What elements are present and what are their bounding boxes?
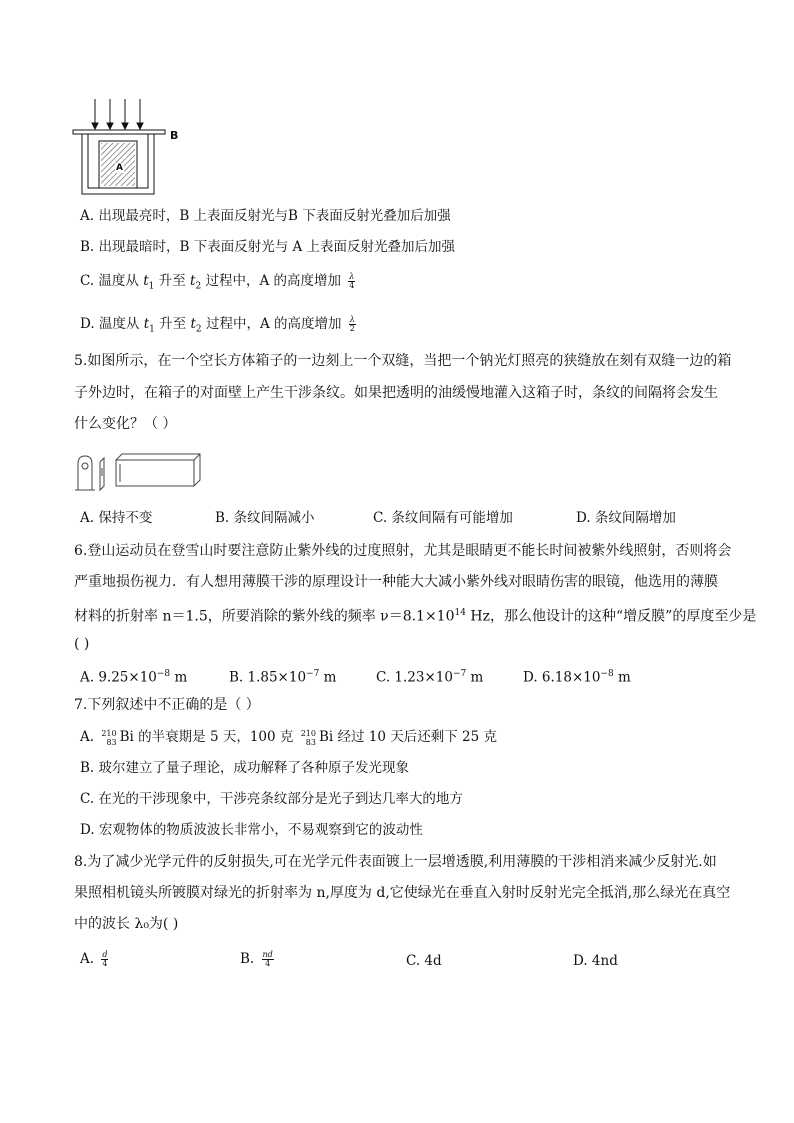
thin-film-apparatus-figure: [68, 97, 188, 197]
q5-option-a[interactable]: A. 保持不变: [80, 510, 153, 526]
nuclide-notation: 210 83: [300, 728, 316, 747]
q8-stem-line2: 果照相机镜头所镀膜对绿光的折射率为 n,厚度为 d,它使绿光在垂直入射时反射光完全抵消,那么绿光在真空: [74, 885, 731, 901]
q6-option-d[interactable]: D. $6.18\times 10^{-8}$ m: [523, 669, 631, 686]
q7-option-c[interactable]: C. 在光的干涉现象中，干涉亮条纹部分是光子到达几率大的地方: [80, 791, 463, 807]
nuclide-notation: 210 83: [101, 728, 117, 747]
q4-option-d[interactable]: D. 温度从 $t_1$ 升至 $t_2$ 过程中，A 的高度增加 $\frac{\lambda}{2}$: [80, 315, 355, 335]
fraction-nd-over-4: $\frac{nd}{4}$: [262, 950, 273, 968]
q7-option-b[interactable]: B. 玻尔建立了量子理论，成功解释了各种原子发光现象: [80, 760, 410, 776]
q5-option-d[interactable]: D. 条纹间隔增加: [576, 510, 676, 526]
q6-stem-line1: 6.登山运动员在登雪山时要注意防止紫外线的过度照射，尤其是眼睛更不能长时间被紫外线照射，否则将会: [74, 543, 732, 559]
q5-stem-line2: 子外边时，在箱子的对面壁上产生干涉条纹。如果把透明的油缓慢地灌入这箱子时，条纹的间隔将会发生: [74, 385, 718, 401]
q7-option-a[interactable]: A. 210 83 Bi 的半衰期是 5 天，100 克 210 83 Bi 经过 10 天后还剩下 25 克: [80, 728, 498, 747]
figure-label-b: B: [170, 129, 179, 142]
q5-option-b[interactable]: B. 条纹间隔减小: [215, 510, 315, 526]
q4-option-a[interactable]: A. 出现最亮时，B 上表面反射光与B 下表面反射光叠加后加强: [80, 208, 451, 224]
q8-option-c[interactable]: C. 4d: [406, 953, 442, 969]
q4-option-c[interactable]: C. 温度从 $t_1$ 升至 $t_2$ 过程中，A 的高度增加 $\frac{\lambda}{4}$: [80, 272, 355, 292]
q8-option-b[interactable]: B. $\frac{nd}{4}$: [240, 950, 273, 968]
q8-stem-line3: 中的波长 λ₀为( ): [74, 916, 179, 932]
fraction-lambda-over-2: $\frac{\lambda}{2}$: [349, 315, 355, 333]
q8-option-d[interactable]: D. 4nd: [573, 953, 618, 969]
q6-stem-line3: 材料的折射率 n＝1.5，所要消除的紫外线的频率 $\nu=8.1\times 10^{14}$ Hz，那么他设计的这种“增反膜”的厚度至少是: [74, 608, 757, 625]
q8-stem-line1: 8.为了减少光学元件的反射损失,可在光学元件表面镀上一层增透膜,利用薄膜的干涉相消来减少反射光.如: [74, 854, 717, 870]
q6-option-a[interactable]: A. $9.25\times 10^{-8}$ m: [80, 669, 188, 686]
figure-label-a: A: [116, 163, 123, 173]
q7-stem: 7.下列叙述中不正确的是（ ）: [74, 697, 260, 713]
double-slit-box-figure: [72, 450, 204, 496]
fraction-lambda-over-4: $\frac{\lambda}{4}$: [349, 272, 355, 290]
q5-option-c[interactable]: C. 条纹间隔有可能增加: [373, 510, 513, 526]
q6-option-c[interactable]: C. $1.23\times 10^{-7}$ m: [376, 669, 484, 686]
q7-option-d[interactable]: D. 宏观物体的物质波波长非常小，不易观察到它的波动性: [80, 822, 423, 838]
q6-stem-line4: ( ): [74, 636, 90, 652]
q6-option-b[interactable]: B. $1.85\times 10^{-7}$ m: [229, 669, 337, 686]
fraction-d-over-4: $\frac{d}{4}$: [102, 950, 108, 968]
q5-stem-line3: 什么变化？（ ）: [74, 416, 177, 432]
q8-option-a[interactable]: A. $\frac{d}{4}$: [80, 950, 108, 968]
q6-stem-line2: 严重地损伤视力．有人想用薄膜干涉的原理设计一种能大大减小紫外线对眼睛伤害的眼镜，他选用的薄膜: [74, 574, 718, 590]
q4-option-b[interactable]: B. 出现最暗时，B 下表面反射光与 A 上表面反射光叠加后加强: [80, 239, 456, 255]
q5-stem-line1: 5.如图所示，在一个空长方体箱子的一边刻上一个双缝，当把一个钠光灯照亮的狭缝放在刻有双缝一边的箱: [74, 353, 732, 369]
